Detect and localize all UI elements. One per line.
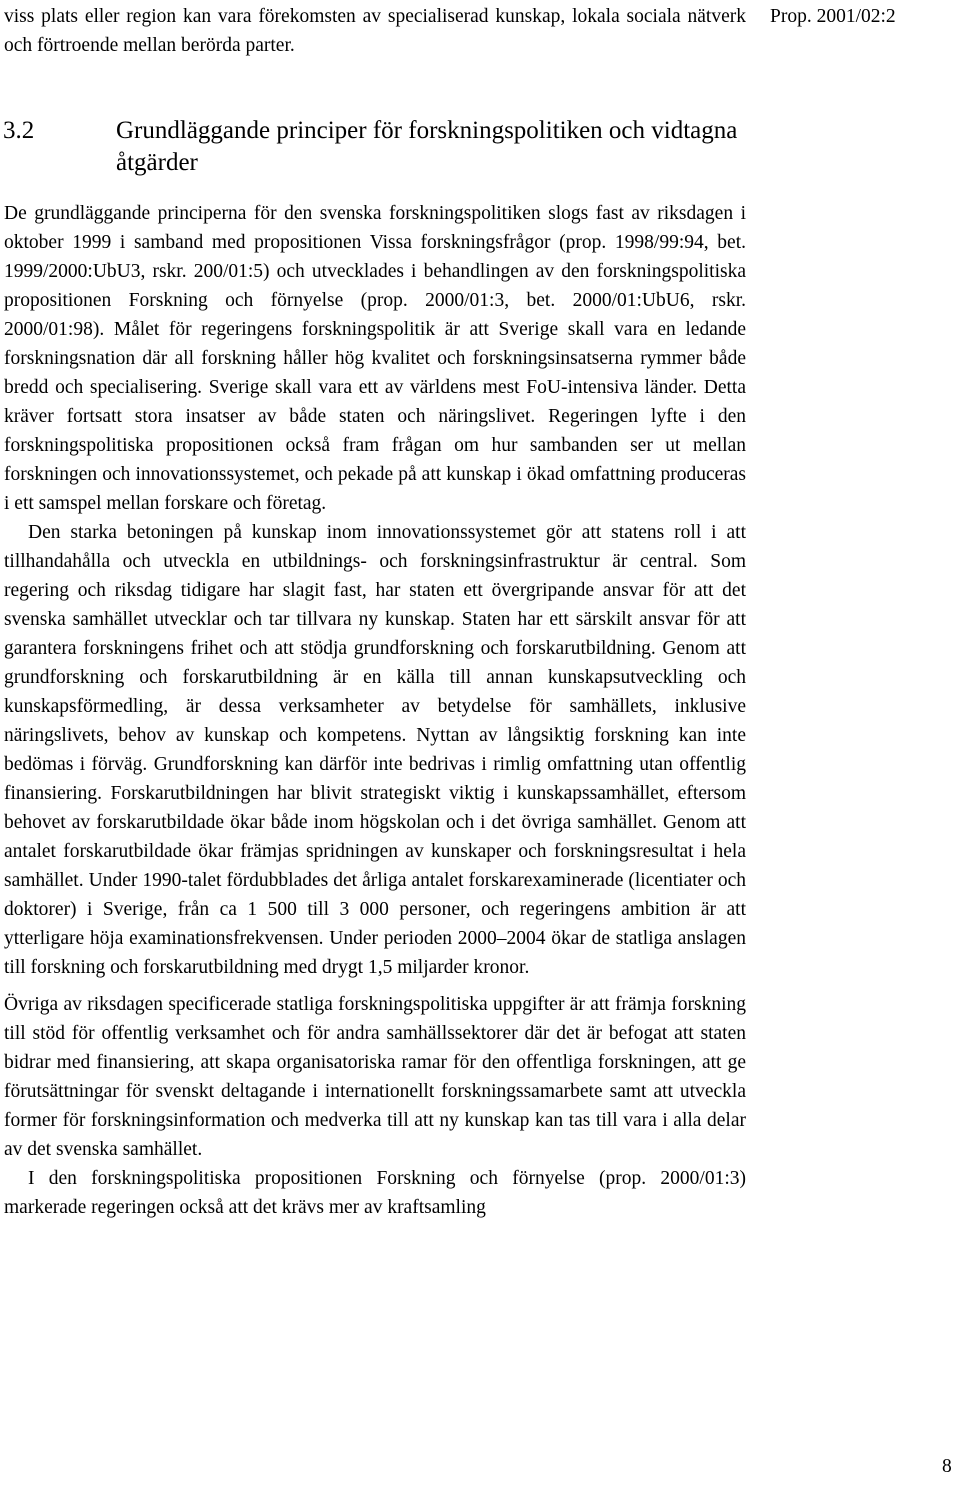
paragraph: Övriga av riksdagen specificerade statliga forskningspolitiska uppgifter är att främja forskning till stöd för offentlig verksamhet och för andra samhällssektorer där det är befogat att staten bidrar med finansiering, att skapa organisatoriska ramar för den offentliga forskningen, att ge förutsättningar för svenskt deltagande i internationellt forskningssamarbete samt att utveckla former för forskningsinformation och medverka till att ny kunskap kan tas till vara i alla delar av det svenska samhället. <box>4 994 746 1160</box>
paragraph: I den forskningspolitiska propositionen Forskning och förnyelse (prop. 2000/01:3) markerade regeringen också att det krävs mer av kraftsamling <box>4 1168 746 1218</box>
proposition-reference: Prop. 2001/02:2 <box>770 6 896 27</box>
page-number: 8 <box>942 1456 952 1477</box>
intro-text: viss plats eller region kan vara förekomsten av specialiserad kunskap, lokala sociala nätverk och förtroende mellan berörda parter. <box>4 6 746 56</box>
section-number: 3.2 <box>3 117 35 144</box>
paragraph: Den starka betoningen på kunskap inom innovationssystemet gör att statens roll i att tillhandahålla och utveckla en utbildnings- och forskningsinfrastruktur är central. Som regering och riksdag tidigare har slagit fast, har staten ett övergripande ansvar för att det svenska samhället utvecklar och tar tillvara ny kunskap. Staten har ett särskilt ansvar för att garantera forskningens frihet och att stödja grundforskning och forskarutbildning. Genom att grundforskning och forskarutbildning är en källa till annan kunskapsutveckling och kunskapsförmedling, är dessa verksamheter av betydelse för samhällets, inklusive näringslivets, behov av kunskap och kompetens. Nyttan av långsiktig forskning kan inte bedömas i förväg. Grundforskning kan därför inte bedrivas i rimlig omfattning utan offentlig finansiering. Forskarutbildningen har blivit strategiskt viktig i kunskapssamhället, eftersom behovet av forskarutbildade ökar både inom högskolan och i det övriga samhället. Genom att antalet forskarutbildade ökar främjas spridningen av kunskaper och forskningsresultat i hela samhället. Under 1990-talet fördubblades det årliga antalet forskarexaminerade (licentiater och doktorer) i Sverige, från ca 1 500 till 3 000 personer, och regeringens ambition är att ytterligare höja examinationsfrekvensen. Under perioden 2000–2004 ökar de statliga anslagen till forskning och forskarutbildning med drygt 1,5 miljarder kronor. <box>4 522 746 978</box>
paragraph: De grundläggande principerna för den svenska forskningspolitiken slogs fast av riksdagen i oktober 1999 i samband med propositionen Vissa forskningsfrågor (prop. 1998/99:94, bet. 1999/2000:UbU3, rskr. 200/01:5) och utvecklades i behandlingen av den forskningspolitiska propositionen Forskning och förnyelse (prop. 2000/01:3, bet. 2000/01:UbU6, rskr. 2000/01:98). Målet för regeringens forskningspolitik är att Sverige skall vara en ledande forskningsnation där all forskning håller hög kvalitet och forskningsinsatserna rymmer både bredd och specialisering. Sverige skall vara ett av världens mest FoU-intensiva länder. Detta kräver fortsatt stora insatser av både staten och näringslivet. Regeringen lyfte i den forskningspolitiska propositionen också fram frågan om hur sambanden ser ut mellan forskningen och innovationssystemet, och pekade på att kunskap i ökad omfattning produceras i ett samspel mellan forskare och företag. <box>4 203 746 514</box>
body-text <box>4 199 746 1222</box>
section-heading <box>3 115 743 179</box>
section-title: Grundläggande principer för forskningspolitiken och vidtagna åtgärder <box>116 117 738 176</box>
intro-paragraph <box>4 2 746 60</box>
